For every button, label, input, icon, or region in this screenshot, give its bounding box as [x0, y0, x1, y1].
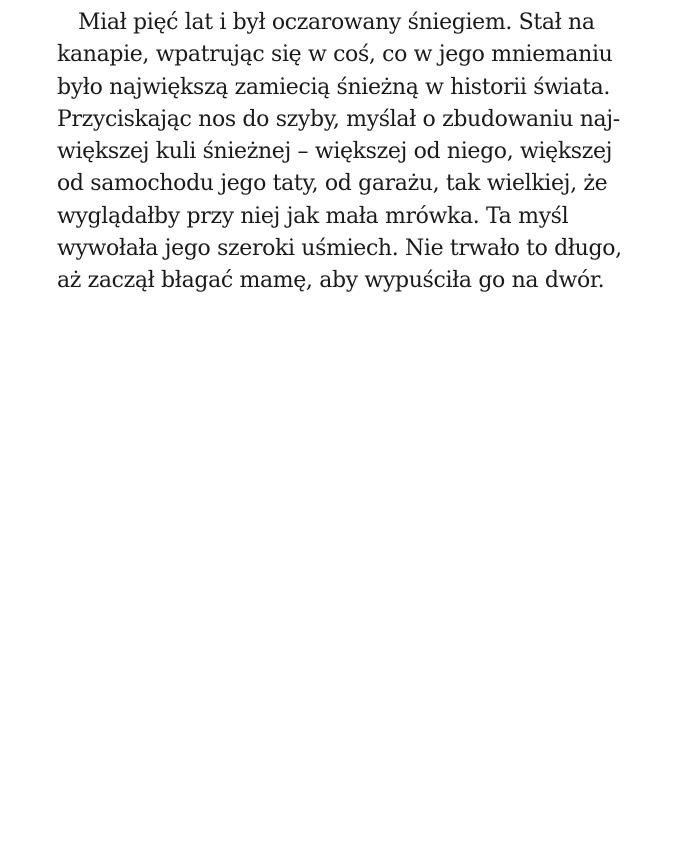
paragraph-line: kanapie, wpatrując się w coś, co w jego mniemaniu — [57, 42, 613, 68]
paragraph-line: Miał pięć lat i był oczarowany śniegiem. Stał na — [78, 10, 595, 35]
paragraph-line: wyglądałby przy niej jak mała mrówka. Ta myśl — [57, 203, 569, 229]
paragraph-line: było największą zamiecią śnieżną w historii świata. — [57, 74, 611, 100]
paragraph-line: aż zaczął błagać mamę, aby wypuściła go na dwór. — [57, 268, 605, 294]
paragraph-line: większej kuli śnieżnej – większej od niego, większej — [57, 139, 613, 165]
paragraph-line: wywołała jego szeroki uśmiech. Nie trwało to długo, — [57, 236, 622, 262]
body-paragraph — [57, 7, 647, 298]
paragraph-line: Przyciskając nos do szyby, myślał o zbudowaniu naj- — [57, 106, 620, 132]
paragraph-line: od samochodu jego taty, od garażu, tak wielkiej, że — [57, 171, 608, 197]
